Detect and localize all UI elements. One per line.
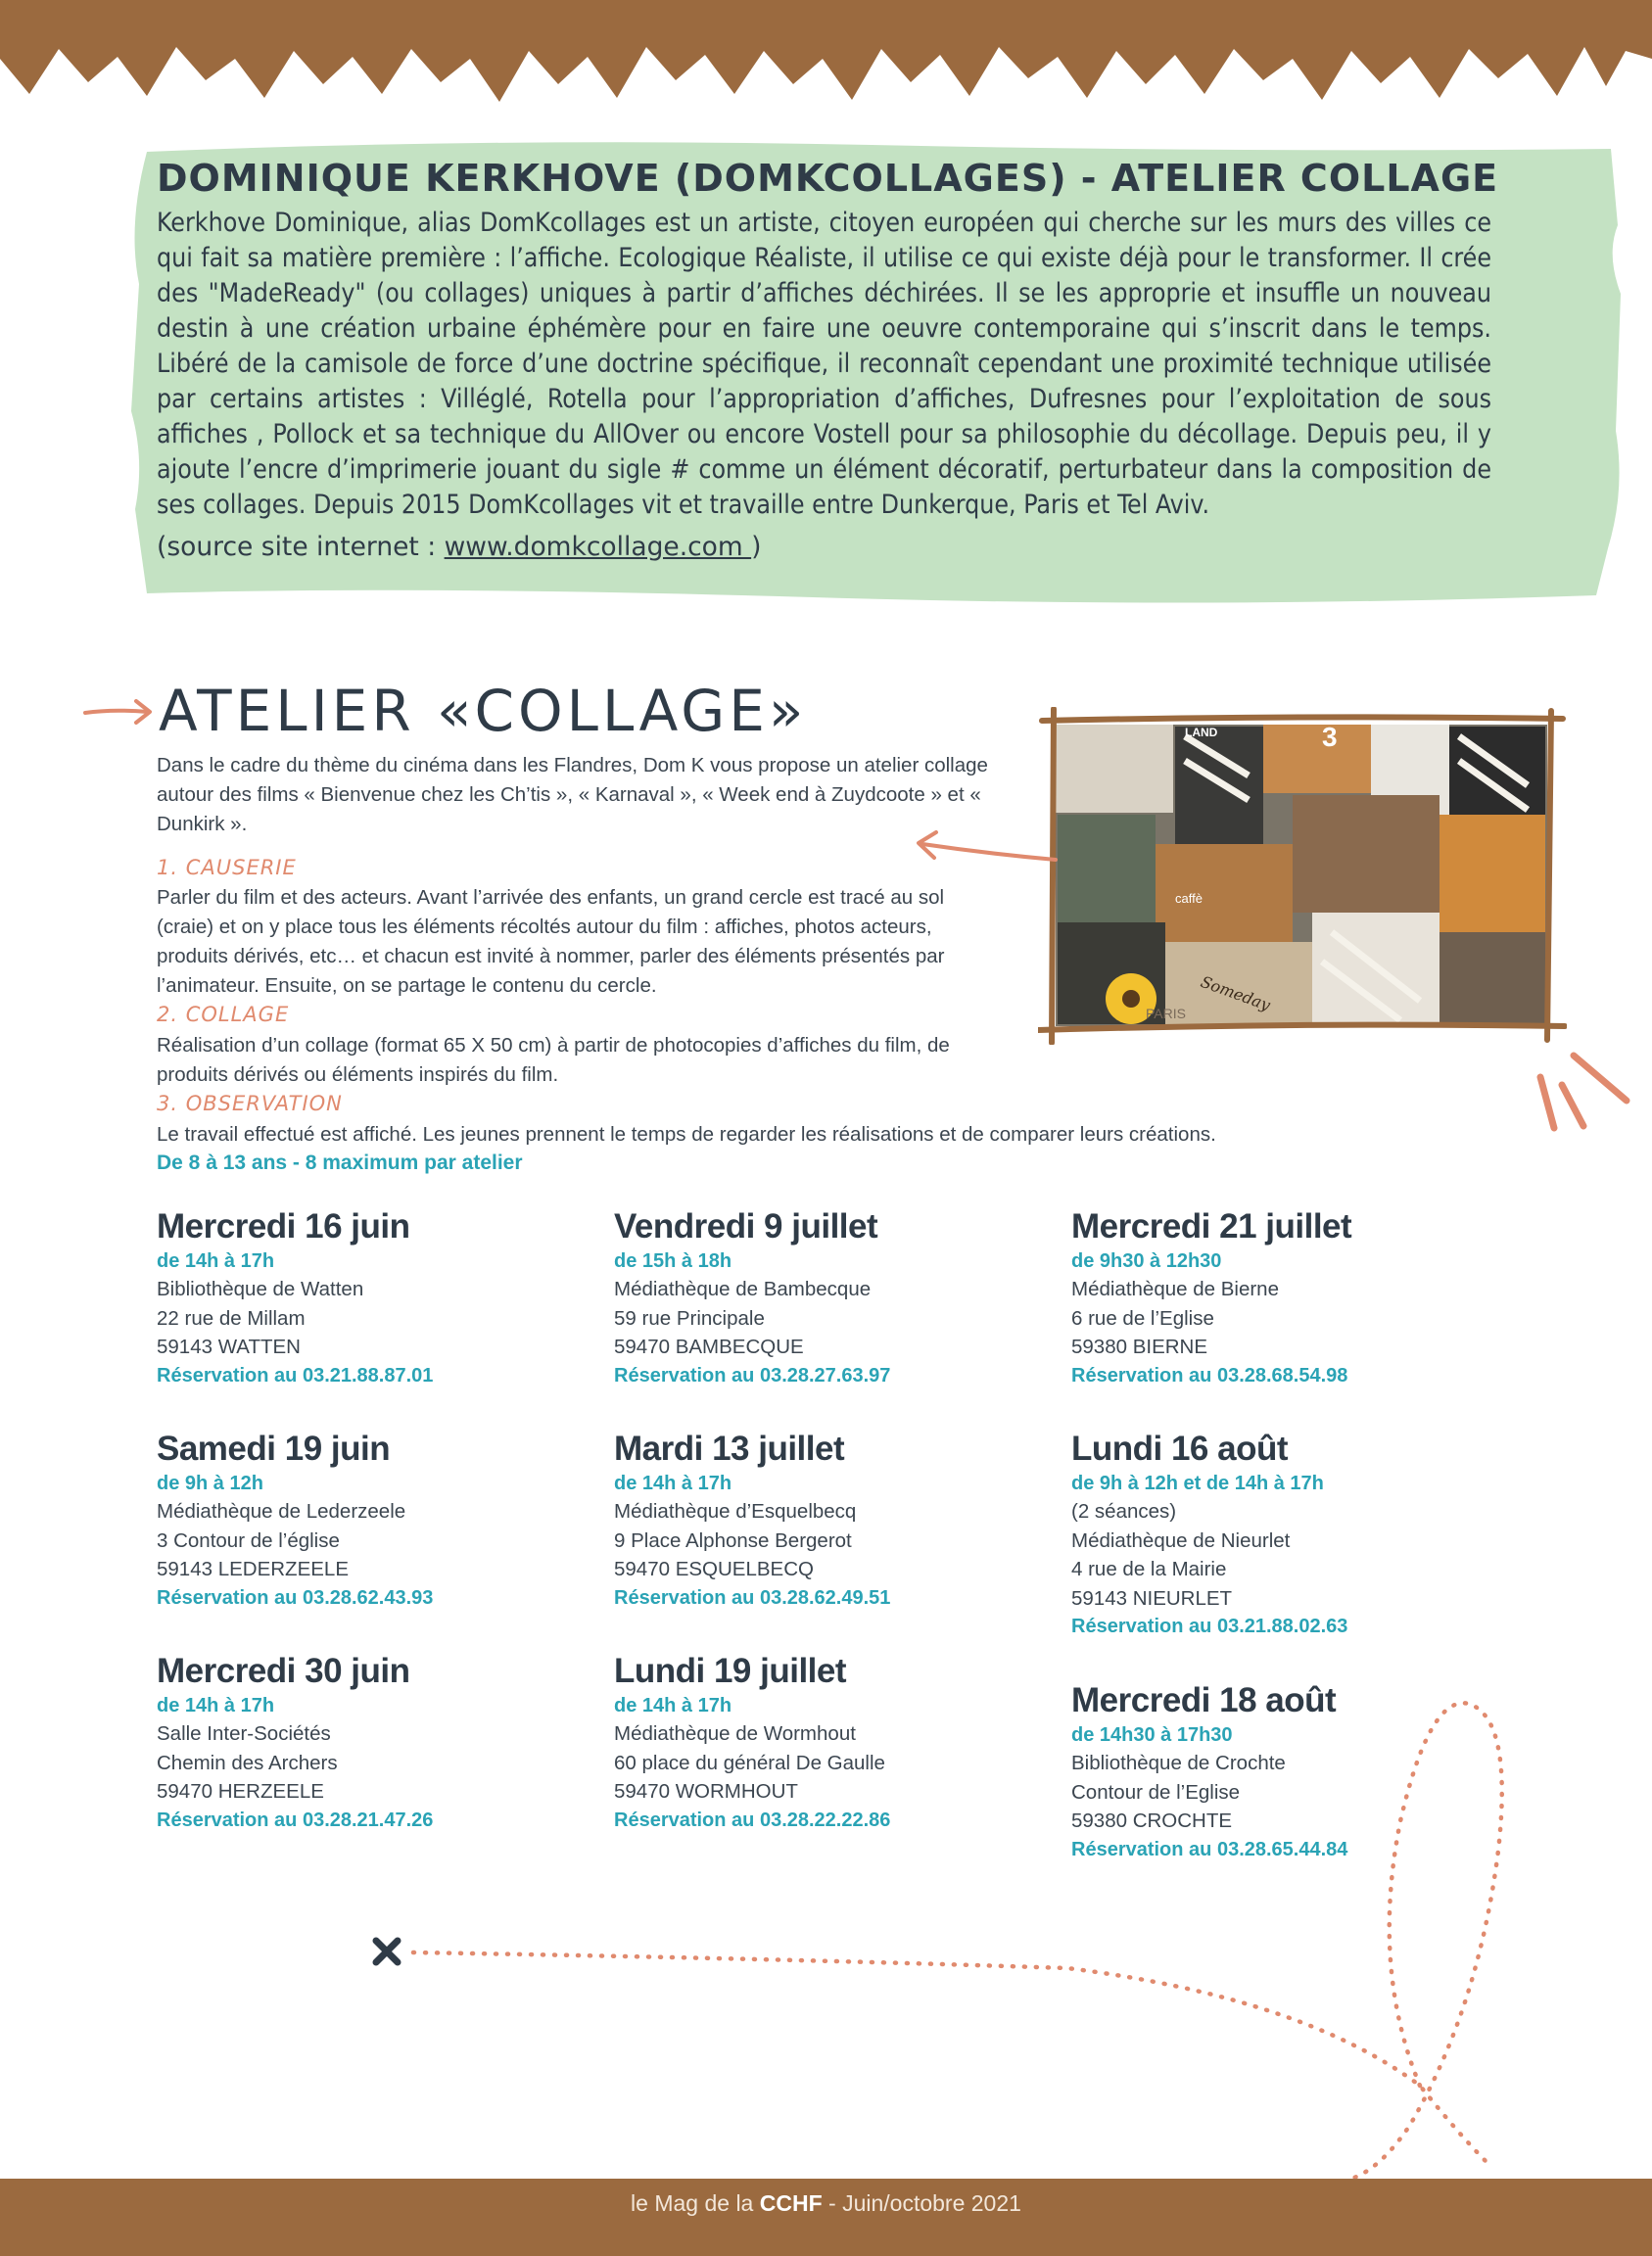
step-text-causerie: Parler du film et des acteurs. Avant l’arrivée des enfants, un grand cercle est tracé au sol (craie) et on y place tous les éléments récoltés autour du film : affiches, photos acteurs, produits dérivés, etc… et chacun est invité à nommer, parler des éléments présentés par l’animateur. Ensuite, on se partage le contenu du cercle. (157, 886, 945, 997)
event-reservation: Réservation au 03.28.62.49.51 (614, 1586, 891, 1609)
event-day: Mardi 13 juillet (614, 1430, 845, 1468)
event-venue: Médiathèque d’Esquelbecq (614, 1500, 857, 1523)
event-address: Chemin des Archers (157, 1751, 338, 1774)
event-time: de 9h à 12h et de 14h à 17h (1071, 1473, 1324, 1494)
dotted-path-decoration (362, 1674, 1645, 2184)
source-suffix: ) (751, 532, 762, 562)
event-city: 59470 HERZEELE (157, 1780, 324, 1803)
event-venue: Médiathèque de Lederzeele (157, 1500, 406, 1523)
bio-source (157, 532, 1038, 562)
collage-word-land: LAND (1185, 726, 1218, 739)
source-prefix: (source site internet : (157, 532, 445, 562)
collage-word-someday: Someday (1198, 971, 1273, 1015)
event-time: de 9h30 à 12h30 (1071, 1250, 1222, 1272)
event-card (614, 1429, 1025, 1613)
event-time: de 15h à 18h (614, 1250, 732, 1272)
arrow-left-icon (911, 830, 1058, 870)
event-day: Mercredi 21 juillet (1071, 1207, 1352, 1246)
event-venue: Bibliothèque de Crochte (1071, 1752, 1286, 1774)
event-address: 4 rue de la Mairie (1071, 1558, 1227, 1580)
step-title-causerie: 1. CAUSERIE (157, 856, 297, 879)
event-card (157, 1206, 568, 1390)
top-drip-banner (0, 0, 1652, 127)
event-address: Contour de l’Eglise (1071, 1780, 1241, 1804)
event-venue: Médiathèque de Bierne (1071, 1278, 1279, 1300)
event-time: de 14h à 17h (614, 1473, 732, 1494)
step-text-observation: Le travail effectué est affiché. Les jeunes prennent le temps de regarder les réalisations et de comparer leurs créations. (157, 1123, 1216, 1146)
event-address: 59 rue Principale (614, 1306, 765, 1330)
event-reservation: Réservation au 03.28.62.43.93 (157, 1586, 434, 1609)
event-sessions: (2 séances) (1071, 1500, 1177, 1523)
event-reservation: Réservation au 03.21.88.02.63 (1071, 1616, 1348, 1637)
event-time: de 14h à 17h (157, 1250, 275, 1272)
step-text-collage: Réalisation d’un collage (format 65 X 50 cm) à partir de photocopies d’affiches du film, de produits dérivés ou éléments inspirés du film. (157, 1034, 950, 1086)
event-day: Mercredi 30 juin (157, 1652, 410, 1690)
collage-image (1038, 707, 1567, 1045)
bio-title: DOMINIQUE KERKHOVE (DOMKCOLLAGES) - ATELIER COLLAGE (157, 157, 1499, 200)
event-time: de 14h30 à 17h30 (1071, 1724, 1233, 1746)
event-venue: Salle Inter-Sociétés (157, 1722, 331, 1745)
footer-prefix: le Mag de la (631, 2190, 760, 2216)
event-city: 59143 WATTEN (157, 1336, 301, 1358)
step-title-observation: 3. OBSERVATION (157, 1092, 343, 1115)
event-time: de 14h à 17h (157, 1695, 275, 1716)
event-venue: Médiathèque de Bambecque (614, 1278, 872, 1300)
event-day: Mercredi 16 juin (157, 1207, 410, 1246)
event-day: Samedi 19 juin (157, 1430, 391, 1468)
footer-suffix: - Juin/octobre 2021 (822, 2190, 1021, 2216)
event-city: 59143 LEDERZEELE (157, 1558, 350, 1580)
age-info: De 8 à 13 ans - 8 maximum par atelier (157, 1152, 523, 1174)
event-address: 9 Place Alphonse Bergerot (614, 1528, 852, 1552)
event-venue: Médiathèque de Wormhout (614, 1722, 856, 1745)
atelier-intro: Dans le cadre du thème du cinéma dans les Flandres, Dom K vous propose un atelier collage autour des films « Bienvenue chez les Ch’tis », « Karnaval », « Week end à Zuydcoote » et « Dunkirk ». (157, 754, 988, 835)
event-card (614, 1206, 1025, 1390)
arrow-right-icon (83, 697, 157, 727)
event-city: 59380 CROCHTE (1071, 1810, 1233, 1832)
event-venue: Médiathèque de Nieurlet (1071, 1528, 1291, 1552)
event-card (1071, 1429, 1483, 1642)
event-reservation: Réservation au 03.28.65.44.84 (1071, 1838, 1348, 1860)
event-city: 59470 BAMBECQUE (614, 1336, 804, 1358)
event-time: de 14h à 17h (614, 1695, 732, 1716)
event-city: 59470 ESQUELBECQ (614, 1558, 814, 1580)
event-day: Lundi 19 juillet (614, 1652, 847, 1690)
event-address: 6 rue de l’Eglise (1071, 1306, 1214, 1330)
atelier-title: ATELIER «COLLAGE» (159, 678, 808, 744)
event-city: 59380 BIERNE (1071, 1336, 1208, 1358)
event-reservation: Réservation au 03.28.22.22.86 (614, 1809, 891, 1831)
event-city: 59143 NIEURLET (1071, 1586, 1233, 1610)
event-reservation: Réservation au 03.28.27.63.97 (614, 1364, 891, 1386)
footer-brand: CCHF (759, 2190, 823, 2216)
step-title-collage: 2. COLLAGE (157, 1003, 290, 1026)
footer-text (0, 2190, 1652, 2217)
event-address: 60 place du général De Gaulle (614, 1751, 885, 1774)
event-day: Mercredi 18 août (1071, 1681, 1337, 1719)
event-reservation: Réservation au 03.21.88.87.01 (157, 1364, 434, 1386)
event-day: Vendredi 9 juillet (614, 1207, 878, 1246)
event-reservation: Réservation au 03.28.68.54.98 (1071, 1364, 1348, 1386)
collage-word-paris: PARIS (1146, 1006, 1186, 1021)
event-time: de 9h à 12h (157, 1473, 263, 1494)
collage-word-caffe: caffè (1175, 891, 1203, 906)
bio-paragraph: Kerkhove Dominique, alias DomKcollages est un artiste, citoyen européen qui cherche sur les murs des villes ce qui fait sa matière première : l’affiche. Ecologique Réaliste, il utilise ce qui existe déjà pour le transformer. Il crée des "MadeReady" (ou collages) uniques à partir d’affiches déchirées. Il se les approprie et insuffle un nouveau destin à une création urbaine éphémère pour en faire une oeuvre contemporaine qui s’inscrit dans le temps. Libéré de la camisole de force d’une doctrine spécifique, il reconnaît cependant une proximité technique utilisée par certains artistes : Villéglé, Rotella pour l’appropriation d’affiches, Dufresnes pour l’exploitation de sous affiches , Pollock et sa technique du AllOver ou encore Vostell pour sa philosophie du décollage. Depuis peu, il y ajoute l’encre d’imprimerie jouant du sigle # comme un élément décoratif, perturbateur dans la composition de ses collages. Depuis 2015 DomKcollages vit et travaille entre Dunkerque, Paris et Tel Aviv. (157, 208, 1491, 520)
sparkle-lines-icon (1533, 1048, 1630, 1136)
event-reservation: Réservation au 03.28.21.47.26 (157, 1809, 434, 1831)
event-card (1071, 1206, 1483, 1390)
event-venue: Bibliothèque de Watten (157, 1278, 364, 1300)
event-city: 59470 WORMHOUT (614, 1780, 798, 1803)
collage-word-3: 3 (1322, 722, 1338, 752)
event-card (157, 1429, 568, 1613)
source-link[interactable]: www.domkcollage.com (444, 532, 752, 562)
event-address: 22 rue de Millam (157, 1306, 306, 1330)
event-address: 3 Contour de l’église (157, 1528, 340, 1552)
event-day: Lundi 16 août (1071, 1430, 1288, 1468)
